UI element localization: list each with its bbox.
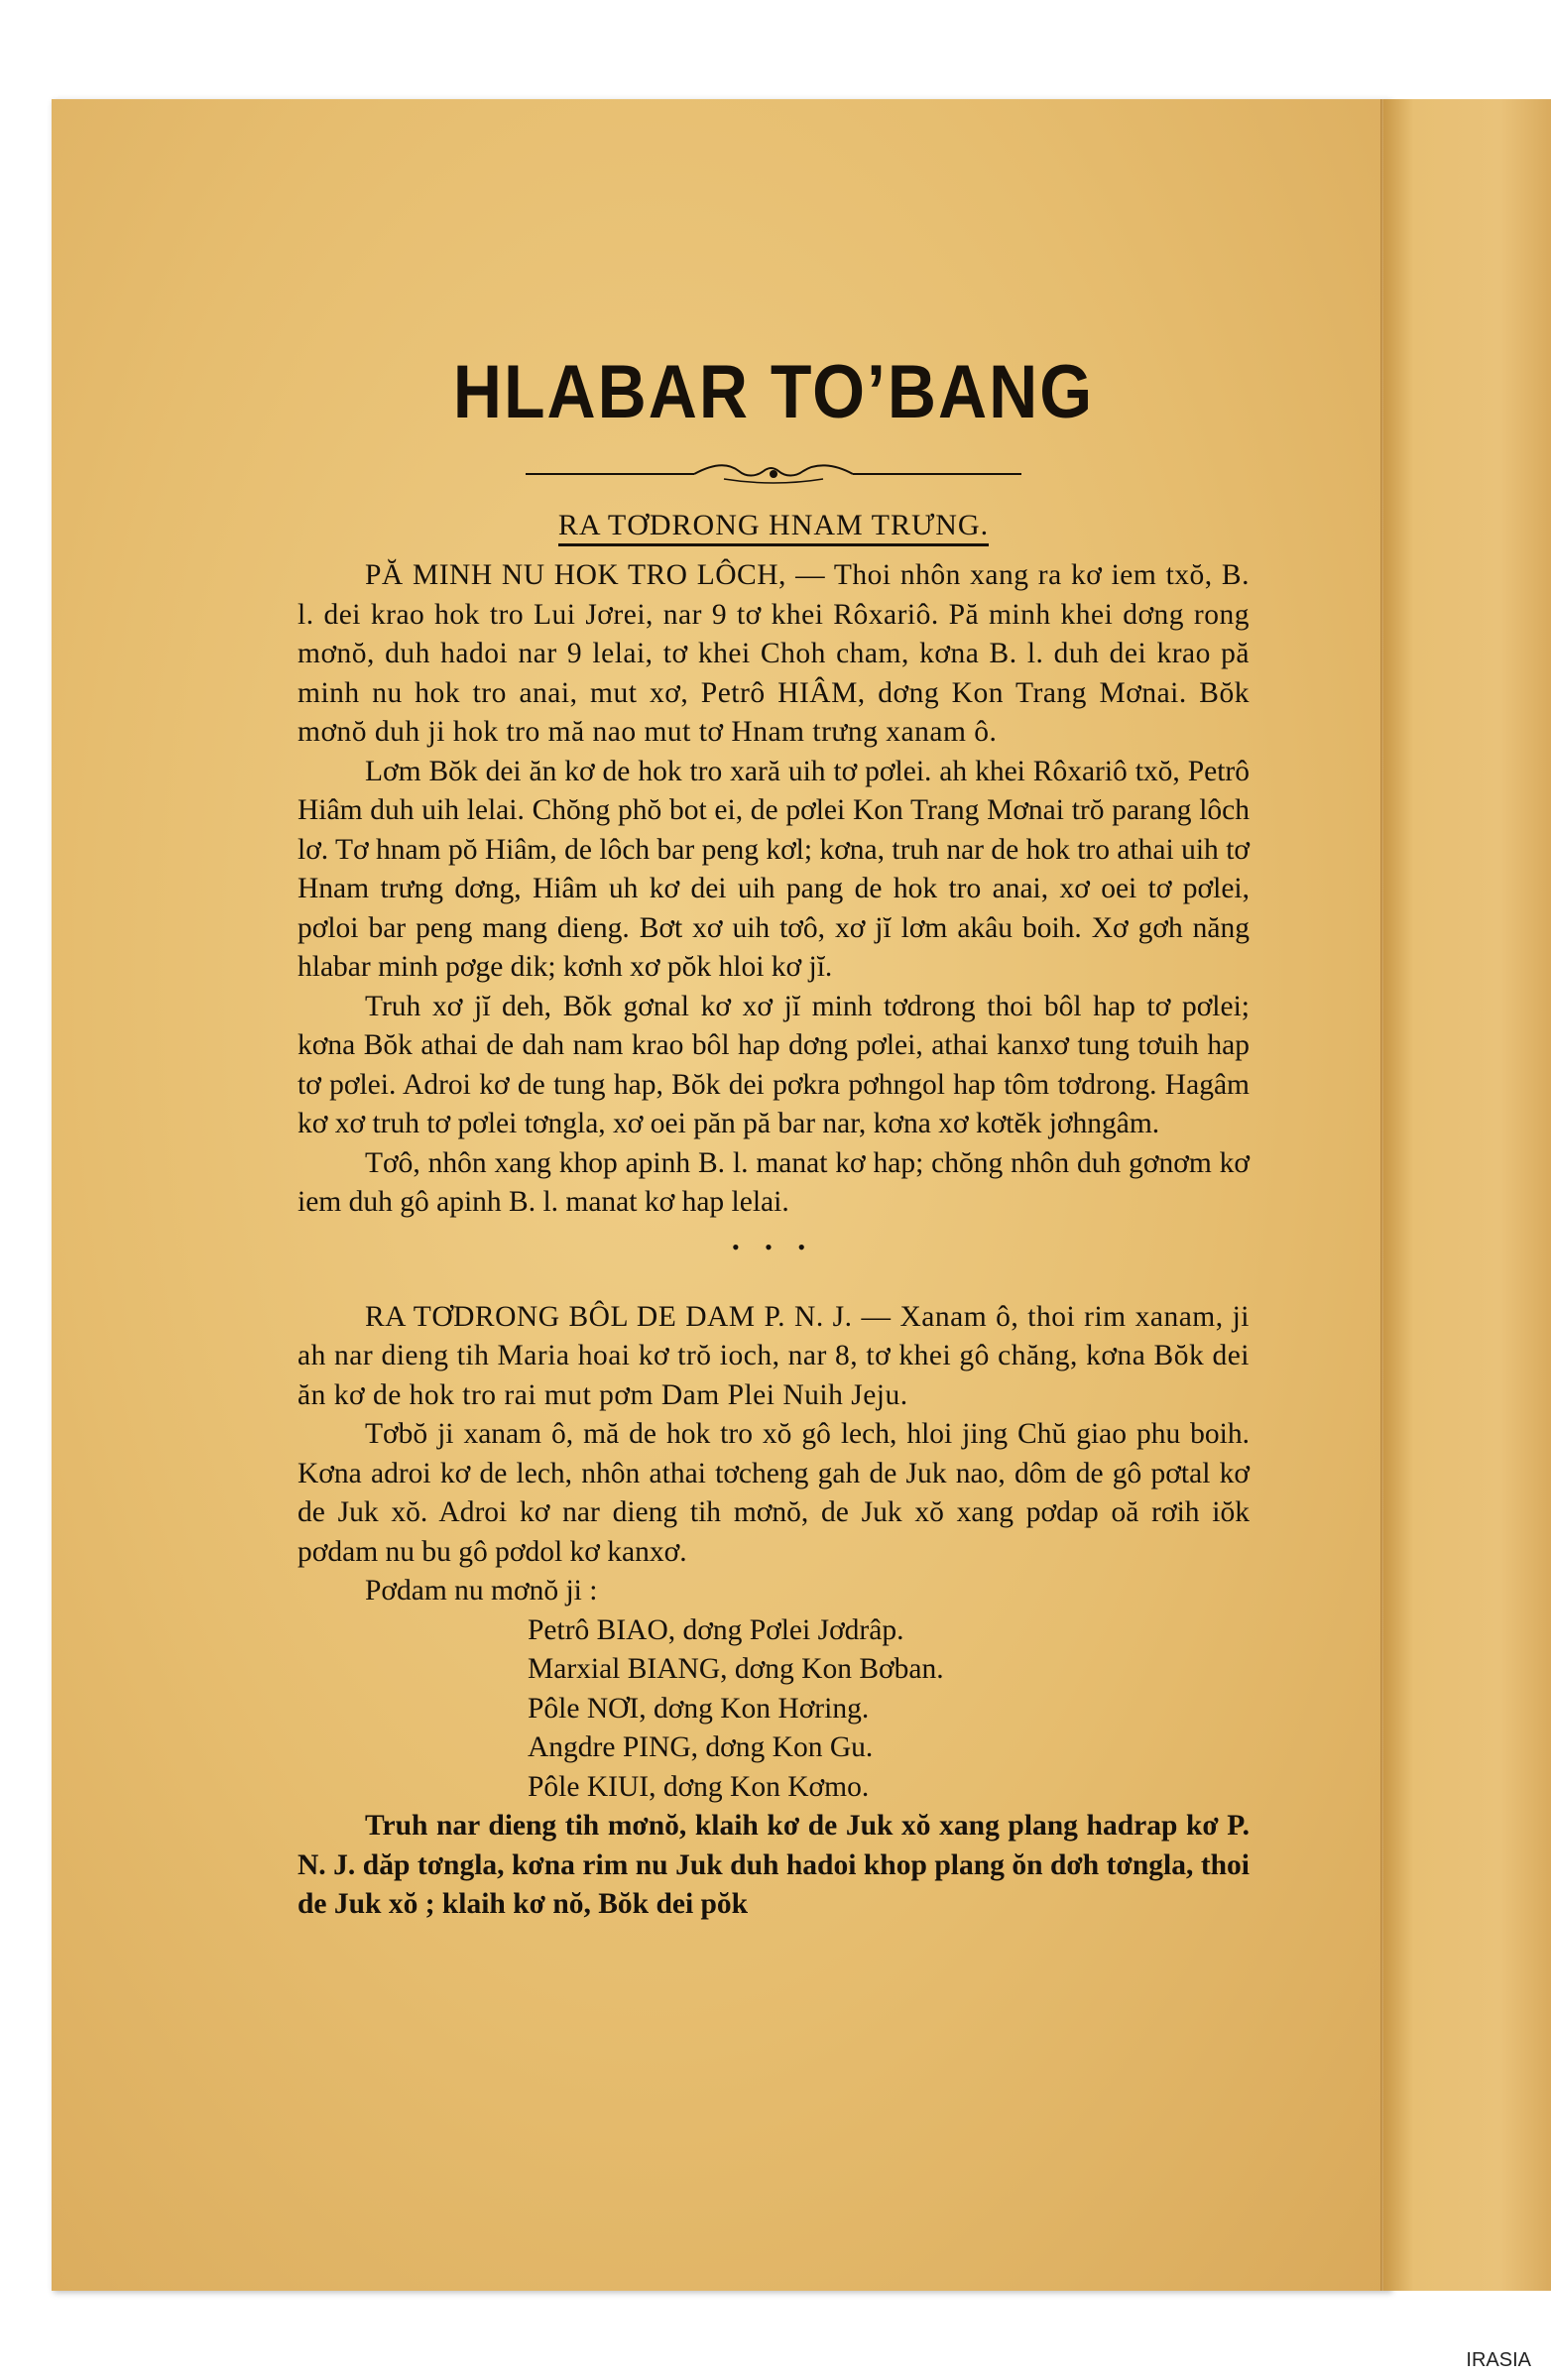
paragraph: RA TƠDRONG BÔL DE DAM P. N. J. — Xanam ô, thoi rim xanam, ji ah nar dieng tih Maria hoai kơ trŏ ioch, nar 8, tơ khei gô chăng, kơna Bŏk dei ăn kơ de hok tro rai mut pơm Dam Plei Nuih Jeju. bbox=[298, 1300, 1250, 1411]
paragraph: Tơbŏ ji xanam ô, mă de hok tro xŏ gô lech, hloi jing Chŭ giao phu boih. Kơna adroi kơ de lech, nhôn athai tơcheng gah de Juk nao, dôm de gô pơtal kơ de Juk xŏ. Adroi kơ nar dieng tih mơnŏ, de Juk xŏ xang pơdap oă rơih iŏk pơdam nu bu gô pơdol kơ kanxơ. bbox=[298, 1418, 1250, 1568]
ornament-divider-icon bbox=[526, 461, 1021, 487]
document-title: HLABAR TO’BANG bbox=[452, 349, 1095, 434]
list-item: Angdre PING, dơng Kon Gu. bbox=[528, 1731, 874, 1763]
paragraph: Truh xơ jĭ deh, Bŏk gơnal kơ xơ jĭ minh tơdrong thoi bôl hap tơ pơlei; kơna Bŏk athai de dah nam krao bôl hap dơng pơlei, athai kanxơ tung tơuih hap tơ pơlei. Adroi kơ de tung hap, Bŏk dei pơkra pơhngol hap tôm tơdrong. Hagâm kơ xơ truh tơ pơlei tơngla, xơ oei păn pă bar nar, kơna xơ kơtĕk jơhngâm. bbox=[298, 990, 1250, 1139]
list-item: Pôle KIUI, dơng Kon Kơmo. bbox=[528, 1770, 870, 1803]
name-list bbox=[528, 1611, 1250, 1808]
paragraph: PĂ MINH NU HOK TRO LÔCH, — Thoi nhôn xang ra kơ iem txŏ, B. l. dei krao hok tro Lui Jơrei, nar 9 tơ khei Rôxariô. Pă minh khei dơng rong mơnŏ, duh hadoi nar 9 lelai, tơ khei Choh cham, kơna B. l. duh dei krao pă minh nu hok tro anai, mut xơ, Petrô HIÂM, dơng Kon Trang Mơnai. Bŏk mơnŏ duh ji hok tro mă nao mut tơ Hnam trưng xanam ô. bbox=[298, 559, 1250, 748]
list-item: Pôle NƠI, dơng Kon Hơring. bbox=[528, 1692, 870, 1725]
section-heading-hnam-trung: RA TƠDRONG HNAM TRƯNG. bbox=[298, 509, 1250, 542]
paragraph: Tơô, nhôn xang khop apinh B. l. manat kơ hap; chŏng nhôn duh gơnơm kơ iem duh gô apinh B. l. manat kơ hap lelai. bbox=[298, 1146, 1250, 1218]
list-item: Marxial BIANG, dơng Kon Bơban. bbox=[528, 1653, 944, 1685]
section-separator: • • • bbox=[731, 1234, 816, 1259]
next-page-edge bbox=[1383, 99, 1551, 2291]
paragraph: Truh nar dieng tih mơnŏ, klaih kơ de Juk xŏ xang plang hadrap kơ P. N. J. dăp tơngla, kơna rim nu Juk duh hadoi khop plang ŏn dơh tơngla, thoi de Juk xŏ ; klaih kơ nŏ, Bŏk dei pŏk bbox=[298, 1810, 1250, 1920]
document-body bbox=[298, 349, 1250, 1925]
list-intro: Pơdam nu mơnŏ ji : bbox=[365, 1575, 598, 1606]
paragraph: Lơm Bŏk dei ăn kơ de hok tro xară uih tơ pơlei. ah khei Rôxariô txŏ, Petrô Hiâm duh uih lelai. Chŏng phŏ bot ei, de pơlei Kon Trang Mơnai trŏ parang lôch lơ. Tơ hnam pŏ Hiâm, de lôch bar peng kơl; kơna, truh nar de hok tro athai uih tơ Hnam trưng dơng, Hiâm uh kơ dei uih pang de hok tro anai, xơ oei tơ pơlei, pơloi bar peng mang dieng. Bơt xơ uih tơô, xơ jĭ lơm akâu boih. Xơ gơh năng hlabar minh pơge dik; kơnh xơ pŏk hloi kơ jĭ. bbox=[298, 755, 1250, 983]
list-item: Petrô BIAO, dơng Pơlei Jơdrâp. bbox=[528, 1613, 904, 1646]
watermark-label: IRASIA bbox=[1466, 2349, 1531, 2371]
